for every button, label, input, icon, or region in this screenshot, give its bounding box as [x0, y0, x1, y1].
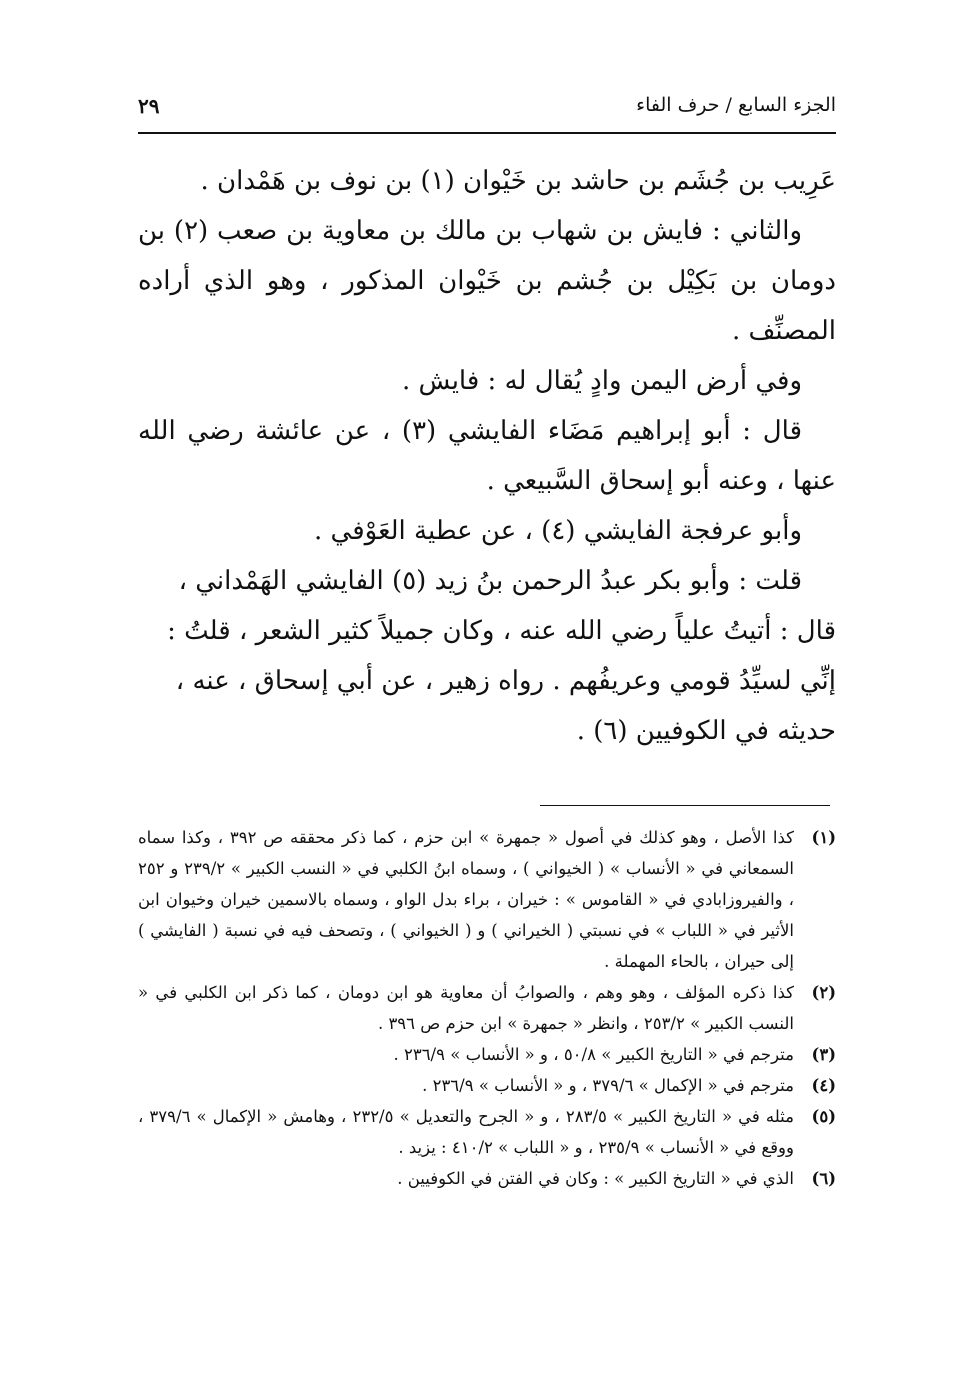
footnote-separator: [540, 805, 830, 806]
footnote-text: مترجم في « الإكمال » ٣٧٩/٦ ، و « الأنساب » ٢٣٦/٩ .: [422, 1076, 794, 1095]
footnote-6: [138, 1163, 836, 1194]
footnotes: [138, 822, 836, 1194]
footnote-number: (٤): [811, 1076, 836, 1095]
main-text: [138, 156, 836, 756]
header-rule: [138, 132, 836, 134]
footnote-number: (٦): [811, 1169, 836, 1188]
paragraph-abu-arfaja: وأبو عرفجة الفايشي (٤) ، عن عطية العَوْفي .: [314, 516, 802, 546]
page-number: ٢٩: [138, 94, 160, 118]
footnote-5: [138, 1101, 836, 1163]
footnote-number: (٢): [811, 983, 836, 1002]
footnote-number: (٥): [811, 1107, 836, 1126]
paragraph-second-fayish: والثاني : فايش بن شهاب بن مالك بن معاوية بن صعب (٢) بن دومان بن بَكِيْل بن جُشم بن خَيْوان المذكور ، وهو الذي أراده المصنِّف .: [138, 216, 836, 346]
paragraph-abu-bakr: قلت : وأبو بكر عبدُ الرحمن بنُ زيد (٥) الفايشي الهَمْداني ، قال : أتيتُ علياً رضي الله عنه ، وكان جميلاً كثير الشعر ، قلتُ : إنِّي لسيِّدُ قومي وعريفُهم . رواه زهير ، عن أبي إسحاق ، عنه ، حديثه في الكوفيين (٦) .: [167, 566, 836, 746]
footnote-text: مترجم في « التاريخ الكبير » ٥٠/٨ ، و « الأنساب » ٢٣٦/٩ .: [393, 1045, 794, 1064]
footnote-4: [138, 1070, 836, 1101]
running-title: الجزء السابع / حرف الفاء: [636, 94, 836, 116]
footnote-2: [138, 977, 836, 1039]
footnote-1: [138, 822, 836, 977]
footnote-text: الذي في « التاريخ الكبير » : وكان في الفتن في الكوفيين .: [397, 1169, 794, 1188]
running-header: [138, 88, 836, 128]
footnote-text: كذا الأصل ، وهو كذلك في أصول « جمهرة » ابن حزم ، كما ذكر محققه ص ٣٩٢ ، وكذا سماه السمعاني في « الأنساب » ( الخيواني ) ، وسماه ابنُ الكلبي في « النسب الكبير » ٢٣٩/٢ و ٢٥٢ ، والفيروزابادي في « القاموس » : خيران ، براء بدل الواو ، وسماه بالاسمين خيران وخيوان ابن الأثير في « اللباب » في نسبتي ( الخيراني ) و ( الخيواني ) ، وتصحف فيه في نسبة ( الفايشي ) إلى حيران ، بالحاء المهملة .: [138, 828, 794, 971]
footnote-number: (٣): [811, 1045, 836, 1064]
footnote-text: كذا ذكره المؤلف ، وهو وهم ، والصوابُ أن معاوية هو ابن دومان ، كما ذكر ابن الكلبي في « النسب الكبير » ٢٥٣/٢ ، وانظر « جمهرة » ابن حزم ص ٣٩٦ .: [138, 983, 794, 1033]
footnote-text: مثله في « التاريخ الكبير » ٢٨٣/٥ ، و « الجرح والتعديل » ٢٣٢/٥ ، وهامش « الإكمال » ٣٧٩/٦ ، ووقع في « الأنساب » ٢٣٥/٩ ، و « اللباب » ٤١٠/٢ : يزيد .: [138, 1107, 794, 1157]
footnote-3: [138, 1039, 836, 1070]
paragraph-abu-ibrahim: قال : أبو إبراهيم مَضَاء الفايشي (٣) ، عن عائشة رضي الله عنها ، وعنه أبو إسحاق السَّبيعي .: [138, 416, 836, 496]
footnote-number: (١): [811, 828, 836, 847]
paragraph-lineage-continuation: عَرِيب بن جُشَم بن حاشد بن خَيْوان (١) بن نوف بن هَمْدان .: [200, 166, 836, 196]
paragraph-yemen-valley: وفي أرض اليمن وادٍ يُقال له : فايش .: [402, 366, 802, 396]
